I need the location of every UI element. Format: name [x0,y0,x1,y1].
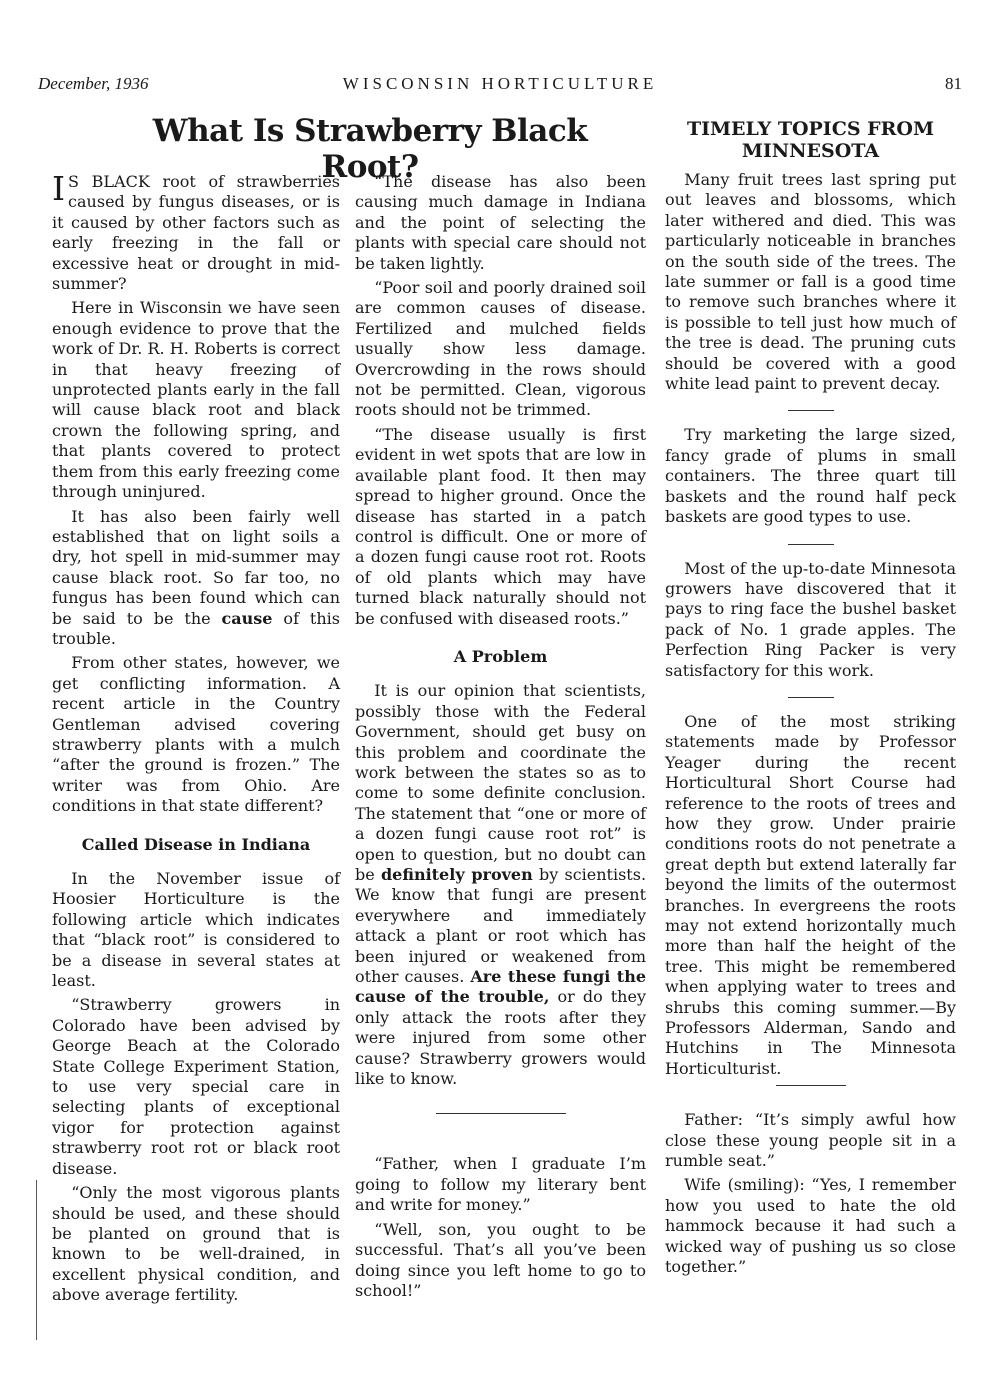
column-2 [355,172,646,1305]
article-title: What Is Strawberry Black Root? [152,113,588,185]
paragraph: One of the most striking statements made by Professor Yeager during the recent Horticultural Short Course had reference to the roots of trees and how they grow. Under prairie conditions roots do not penetrate a great depth but extend laterally far beyond the limits of the outermost branches. In evergreens the roots may not extend horizontally much more than half the height of the tree. This might be remembered when applying water to trees and shrubs this coming summer.—By Professors Alderman, Sando and Hutchins in The Minnesota Horticulturist. [665,711,956,1078]
paragraph: Many fruit trees last spring put out leaves and blossoms, which later withered and died. This was particularly noticeable in branches on the south side of the trees. The late summer or fall is a good time to remove such branches where it is possible to tell just how much of the tree is dead. The pruning cuts should be covered with a good white lead paint to prevent decay. [665,170,956,394]
paragraph: From other states, however, we get conflicting information. A recent article in the Country Gentleman advised covering strawberry plants with a mulch “after the ground is frozen.” The writer was from Ohio. Are conditions in that state different? [52,653,340,816]
paragraph: “Well, son, you ought to be successful. That’s all you’ve been doing since you left home to go to school!” [355,1219,646,1300]
divider [788,697,834,698]
paragraph: “Strawberry growers in Colorado have been advised by George Beach at the Colorado State College Experiment Station, to use very special care in selecting plants of exceptional vigor for protection against strawberry root rot or black root disease. [52,995,340,1178]
issue-date: December, 1936 [38,74,149,93]
paragraph: “The disease usually is first evident in wet spots that are low in available plant food. It then may spread to higher ground. Once the disease has started in a patch control is difficult. One or more of a dozen fungi cause root rot. Roots of old plants which may have turned black naturally should not be confused with diseased roots.” [355,424,646,628]
column-1 [52,169,340,1310]
margin-line [36,1180,37,1340]
paragraph: Here in Wisconsin we have seen enough evidence to prove that the work of Dr. R. H. Roberts is correct in that heavy freezing of unprotected plants early in the fall will cause black root and black crown the following spring, and that plants covered to protect them from this early freezing come through uninjured. [52,298,340,502]
paragraph: Father: “It’s simply awful how close these young people sit in a rumble seat.” [665,1110,956,1171]
section-heading: A Problem [453,646,548,666]
running-header [38,74,962,98]
paragraph: Most of the up-to-date Minnesota growers have discovered that it pays to ring face the bushel basket pack of No. 1 grade apples. The Perfection Ring Packer is very satisfactory for this work. [665,558,956,680]
magazine-title: WISCONSIN HORTICULTURE [342,74,658,93]
divider [776,1085,846,1086]
paragraph: In the November issue of Hoosier Horticulture is the following article which indicates that “black root” is considered to be a disease in several states at least. [52,869,340,991]
section-heading: Called Disease in Indiana [81,834,311,854]
paragraph: It has also been fairly well established that on light soils a dry, hot spell in mid-summer may cause black root. So far too, no fungus has been found which can be said to be the cause of this trouble. [52,506,340,648]
drop-cap: I [52,169,66,208]
paragraph: I S BLACK root of strawberries caused by fungus diseases, or is it caused by other factors such as early freezing in the fall or excessive heat or drought in mid-summer? [52,169,340,294]
divider [788,544,834,545]
paragraph: “Poor soil and poorly drained soil are common causes of disease. Fertilized and mulched fields usually show less damage. Overcrowding in the rows should not be permitted. Clean, vigorous roots should not be trimmed. [355,278,646,420]
column-3 [665,118,956,1282]
paragraph: “The disease has also been causing much damage in Indiana and the point of selecting the plants with special care should not be taken lightly. [355,172,646,273]
divider [788,410,834,411]
page-number: 81 [945,74,962,93]
paragraph: Wife (smiling): “Yes, I remember how you used to hate the old hammock because it had such a wicked way of pushing us so close together.” [665,1175,956,1277]
paragraph: “Father, when I graduate I’m going to follow my literary bent and write for money.” [355,1154,646,1215]
paragraph: “Only the most vigorous plants should be used, and these should be planted on ground that is known to be well-drained, in excellent physical condition, and above average fertility. [52,1183,340,1305]
sidebar-heading: TIMELY TOPICS FROM MINNESOTA [686,118,935,162]
divider [436,1113,566,1114]
paragraph: Try marketing the large sized, fancy grade of plums in small containers. The three quart till baskets and the round half peck baskets are good types to use. [665,425,956,527]
paragraph: It is our opinion that scientists, possibly those with the Federal Government, should get busy on this problem and coordinate the work between the states so as to come to some definite conclusion. The statement that “one or more of a dozen fungi cause root rot” is open to question, but no doubt can be definitely proven by scientists. We know that fungi are present everywhere and immediately attack a plant or root which has been injured or weakened from other causes. Are these fungi the cause of the trouble, or do they only attack the roots after they were injured from some other cause? Strawberry growers would like to know. [355,681,647,1089]
